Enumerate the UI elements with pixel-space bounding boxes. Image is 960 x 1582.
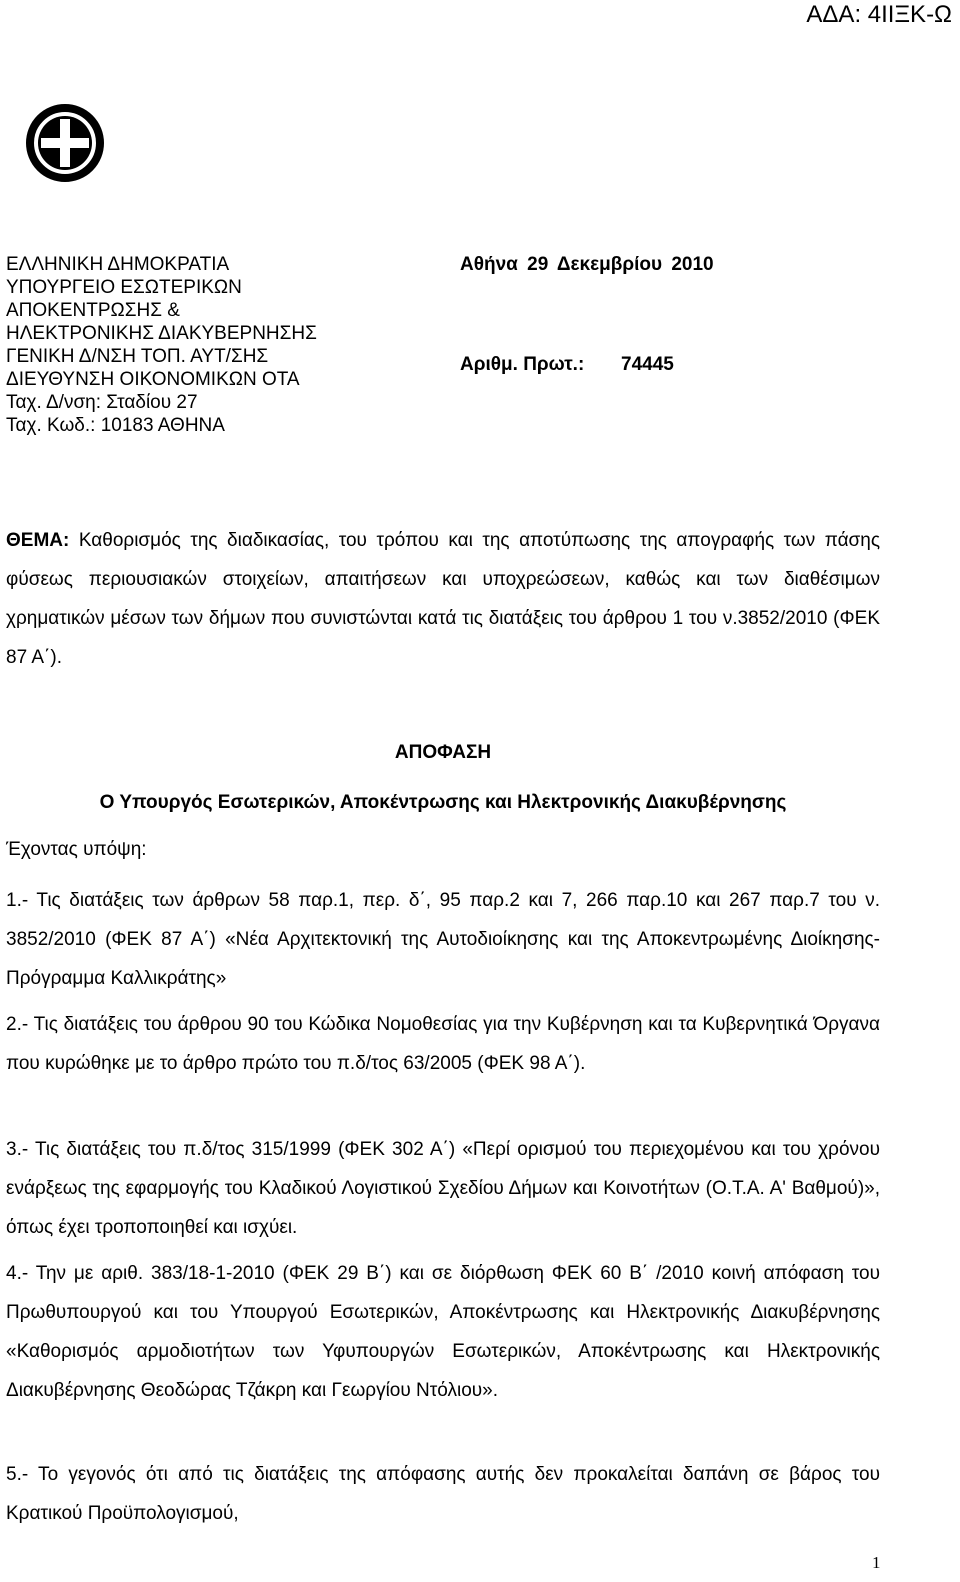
- sender-line-1: ΕΛΛΗΝΙΚΗ ΔΗΜΟΚΡΑΤΙΑ: [6, 254, 230, 275]
- protocol-number: 74445: [621, 354, 674, 375]
- considering-item-5: 5.- Το γεγονός ότι από τις διατάξεις της απόφασης αυτής δεν προκαλείται δαπάνη σε βάρος του Κρατικού Προϋπολογισμού,: [6, 1464, 880, 1524]
- minister-line: Ο Υπουργός Εσωτερικών, Αποκέντρωσης και Ηλεκτρονικής Διακυβέρνησης: [99, 792, 787, 813]
- subject-paragraph: [6, 521, 880, 677]
- sender-line-6: ΔΙΕΥΘΥΝΣΗ ΟΙΚΟΝΟΜΙΚΩΝ ΟΤΑ: [6, 369, 300, 390]
- considering-item-3: 3.- Τις διατάξεις του π.δ/τος 315/1999 (ΦΕΚ 302 Α΄) «Περί ορισμού του περιεχομένου και του χρόνου ενάρξεως της εφαρμογής του Κλαδικού Λογιστικού Σχεδίου Δήμων και Κοινοτήτων (Ο.Τ.Α. Α' Βαθμού)», όπως έχει τροποποιηθεί και ισχύει.: [6, 1139, 880, 1238]
- considering-item-2: 2.- Τις διατάξεις του άρθρου 90 του Κώδικα Νομοθεσίας για την Κυβέρνηση και τα Κυβερνητικά Όργανα που κυρώθηκε με το άρθρο πρώτο του π.δ/τος 63/2005 (ΦΕΚ 98 Α΄).: [6, 1014, 880, 1074]
- protocol-label: Αριθμ. Πρωτ.:: [460, 354, 585, 375]
- considering-item-1: 1.- Τις διατάξεις των άρθρων 58 παρ.1, περ. δ΄, 95 παρ.2 και 7, 266 παρ.10 και 267 παρ.7 του ν. 3852/2010 (ΦΕΚ 87 Α΄) «Νέα Αρχιτεκτονική της Αυτοδιοίκησης και της Αποκεντρωμένης Διοίκησης-Πρόγραμμα Καλλικράτης»: [6, 890, 880, 989]
- ada-code: ΑΔΑ: 4ΙΙΞΚ-Ω: [806, 1, 952, 28]
- date-line: Αθήνα 29 Δεκεμβρίου 2010: [460, 254, 714, 275]
- sender-line-4: ΗΛΕΚΤΡΟΝΙΚΗΣ ΔΙΑΚΥΒΕΡΝΗΣΗΣ: [6, 323, 317, 344]
- sender-line-7: Ταχ. Δ/νση: Σταδίου 27: [6, 392, 198, 413]
- subject-label: ΘΕΜΑ:: [6, 530, 70, 551]
- sender-line-2: ΥΠΟΥΡΓΕΙΟ ΕΣΩΤΕΡΙΚΩΝ: [6, 277, 242, 298]
- decision-title: ΑΠΟΦΑΣΗ: [394, 742, 492, 763]
- sender-line-5: ΓΕΝΙΚΗ Δ/ΝΣΗ ΤΟΠ. ΑΥΤ/ΣΗΣ: [6, 346, 269, 367]
- considering-item-4: 4.- Την με αριθ. 383/18-1-2010 (ΦΕΚ 29 Β΄) και σε διόρθωση ΦΕΚ 60 Β΄ /2010 κοινή απόφαση του Πρωθυπουργού και του Υπουργού Εσωτερικών, Αποκέντρωσης και Ηλεκτρονικής Διακυβέρνησης «Καθορισμός αρμοδιοτήτων των Υφυπουργών Εσωτερικών, Αποκέντρωσης και Ηλεκτρονικής Διακυβέρνησης Θεοδώρας Τζάκρη και Γεωργίου Ντόλιου».: [6, 1263, 880, 1401]
- page-number: 1: [872, 1553, 881, 1572]
- considering-label: Έχοντας υπόψη:: [6, 839, 147, 860]
- greek-coat-of-arms-cross-icon: [24, 102, 106, 184]
- subject-text: Καθορισμός της διαδικασίας, του τρόπου και της αποτύπωσης της απογραφής των πάσης φύσεως περιουσιακών στοιχείων, απαιτήσεων και υποχρεώσεων, καθώς και των διαθέσιμων χρηματικών μέσων των δήμων που συνιστώνται κατά τις διατάξεις του άρθρου 1 του ν.3852/2010 (ΦΕΚ 87 Α΄).: [6, 530, 881, 668]
- sender-line-3: ΑΠΟΚΕΝΤΡΩΣΗΣ &: [6, 300, 180, 321]
- sender-line-8: Ταχ. Κωδ.: 10183 ΑΘΗΝΑ: [6, 415, 225, 436]
